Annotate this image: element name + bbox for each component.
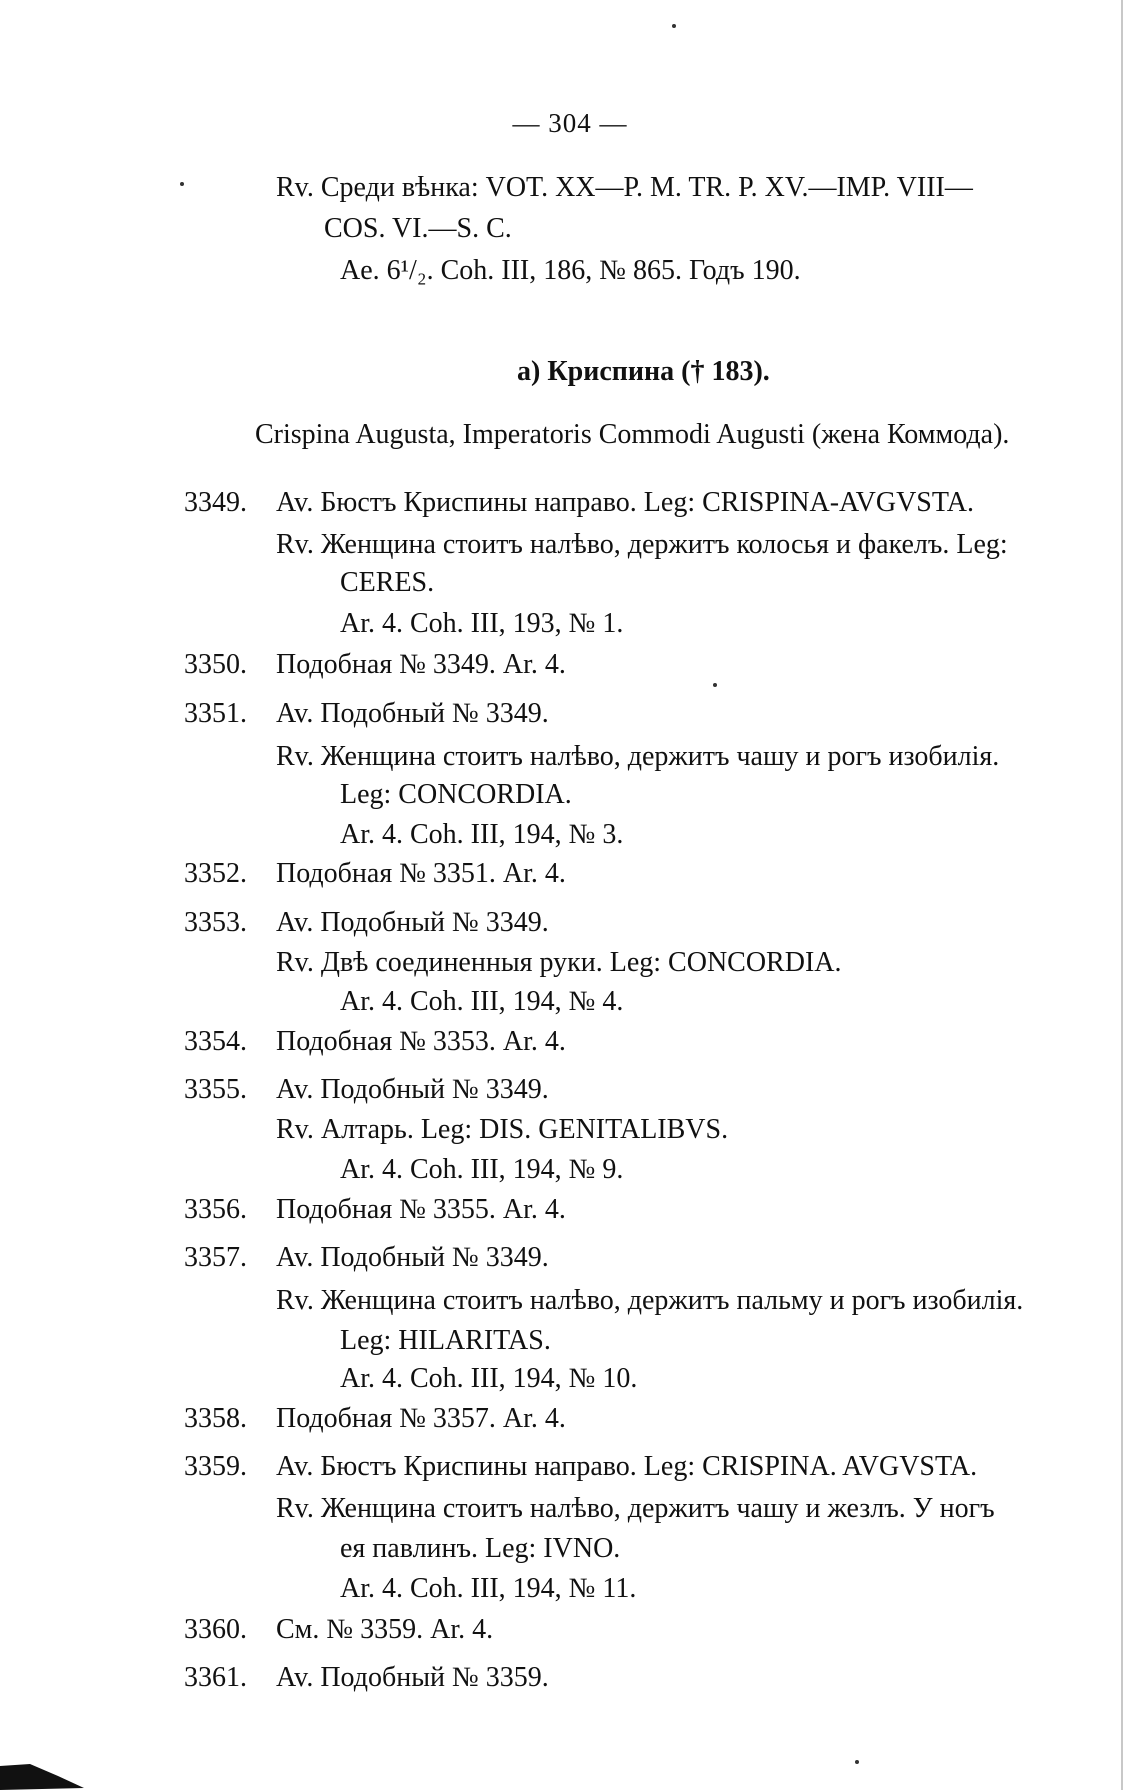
- page-number: — 304 —: [512, 108, 628, 138]
- entry-number: 3349.: [184, 487, 247, 518]
- entry-line: ея павлинъ. Leg: IVNO.: [340, 1533, 621, 1564]
- intro-line: Rv. Среди вѣнка: VOT. XX—P. M. TR. P. XV.—IMP. VIII—: [276, 172, 973, 203]
- entry-line: Leg: CONCORDIA.: [340, 779, 572, 810]
- entry-number: 3359.: [184, 1451, 247, 1482]
- scan-corner-mark-icon: [0, 1758, 86, 1790]
- entry-number: 3360.: [184, 1614, 247, 1645]
- scan-speck: [855, 1760, 859, 1764]
- entry-number: 3357.: [184, 1242, 247, 1273]
- entry-line: Rv. Двѣ соединенныя руки. Leg: CONCORDIA.: [276, 947, 842, 978]
- entry-line: Ar. 4. Coh. III, 193, № 1.: [340, 608, 624, 639]
- entry-number: 3351.: [184, 698, 247, 729]
- entry-line: Rv. Женщина стоитъ налѣво, держитъ колосья и факелъ. Leg:: [276, 529, 1008, 560]
- entry-line: Av. Подобный № 3349.: [276, 907, 549, 938]
- entry-line: Ar. 4. Coh. III, 194, № 4.: [340, 986, 624, 1017]
- entry-line: Ar. 4. Coh. III, 194, № 3.: [340, 819, 624, 850]
- entry-line: Leg: HILARITAS.: [340, 1325, 551, 1356]
- entry-line: Ar. 4. Coh. III, 194, № 10.: [340, 1363, 638, 1394]
- entry-line: Ar. 4. Coh. III, 194, № 11.: [340, 1573, 637, 1604]
- entry-number: 3353.: [184, 907, 247, 938]
- entry-line: Rv. Женщина стоитъ налѣво, держитъ чашу и жезлъ. У ногъ: [276, 1493, 995, 1524]
- entry-line: Av. Подобный № 3349.: [276, 1074, 549, 1105]
- section-subtitle: Crispina Augusta, Imperatoris Commodi Augusti (жена Коммода).: [255, 419, 1010, 450]
- entry-line: Av. Подобный № 3349.: [276, 1242, 549, 1273]
- entry-number: 3352.: [184, 858, 247, 889]
- entry-line: Rv. Алтарь. Leg: DIS. GENITALIBVS.: [276, 1114, 729, 1145]
- entry-line: Av. Подобный № 3349.: [276, 698, 549, 729]
- entry-line: Rv. Женщина стоитъ налѣво, держитъ чашу и рогъ изобилія.: [276, 741, 1000, 772]
- scan-speck: [672, 24, 676, 28]
- entry-line: См. № 3359. Ar. 4.: [276, 1614, 494, 1645]
- page-edge-rule: [1121, 0, 1123, 1790]
- entry-line: Подобная № 3355. Ar. 4.: [276, 1194, 566, 1225]
- intro-line: COS. VI.—S. C.: [324, 213, 512, 244]
- entry-line: Rv. Женщина стоитъ налѣво, держитъ пальму и рогъ изобилія.: [276, 1285, 1024, 1316]
- entry-line: Av. Бюстъ Криспины направо. Leg: CRISPINA. AVGVSTA.: [276, 1451, 978, 1482]
- entry-line: Ar. 4. Coh. III, 194, № 9.: [340, 1154, 624, 1185]
- entry-number: 3355.: [184, 1074, 247, 1105]
- entry-line: Av. Подобный № 3359.: [276, 1662, 549, 1693]
- entry-number: 3358.: [184, 1403, 247, 1434]
- entry-number: 3361.: [184, 1662, 247, 1693]
- entry-line: Подобная № 3357. Ar. 4.: [276, 1403, 566, 1434]
- entry-line: Подобная № 3349. Ar. 4.: [276, 649, 566, 680]
- entry-line: Av. Бюстъ Криспины направо. Leg: CRISPINA-AVGVSTA.: [276, 487, 974, 518]
- scan-speck: [180, 182, 184, 186]
- scan-speck: [713, 683, 717, 687]
- entry-number: 3354.: [184, 1026, 247, 1057]
- section-heading: a) Криспина († 183).: [517, 356, 770, 387]
- entry-line: Подобная № 3351. Ar. 4.: [276, 858, 566, 889]
- entry-line: CERES.: [340, 567, 435, 598]
- entry-number: 3350.: [184, 649, 247, 680]
- entry-line: Подобная № 3353. Ar. 4.: [276, 1026, 566, 1057]
- entry-number: 3356.: [184, 1194, 247, 1225]
- intro-line: Ae. 6¹/₂. Coh. III, 186, № 865. Годъ 190.: [340, 255, 801, 286]
